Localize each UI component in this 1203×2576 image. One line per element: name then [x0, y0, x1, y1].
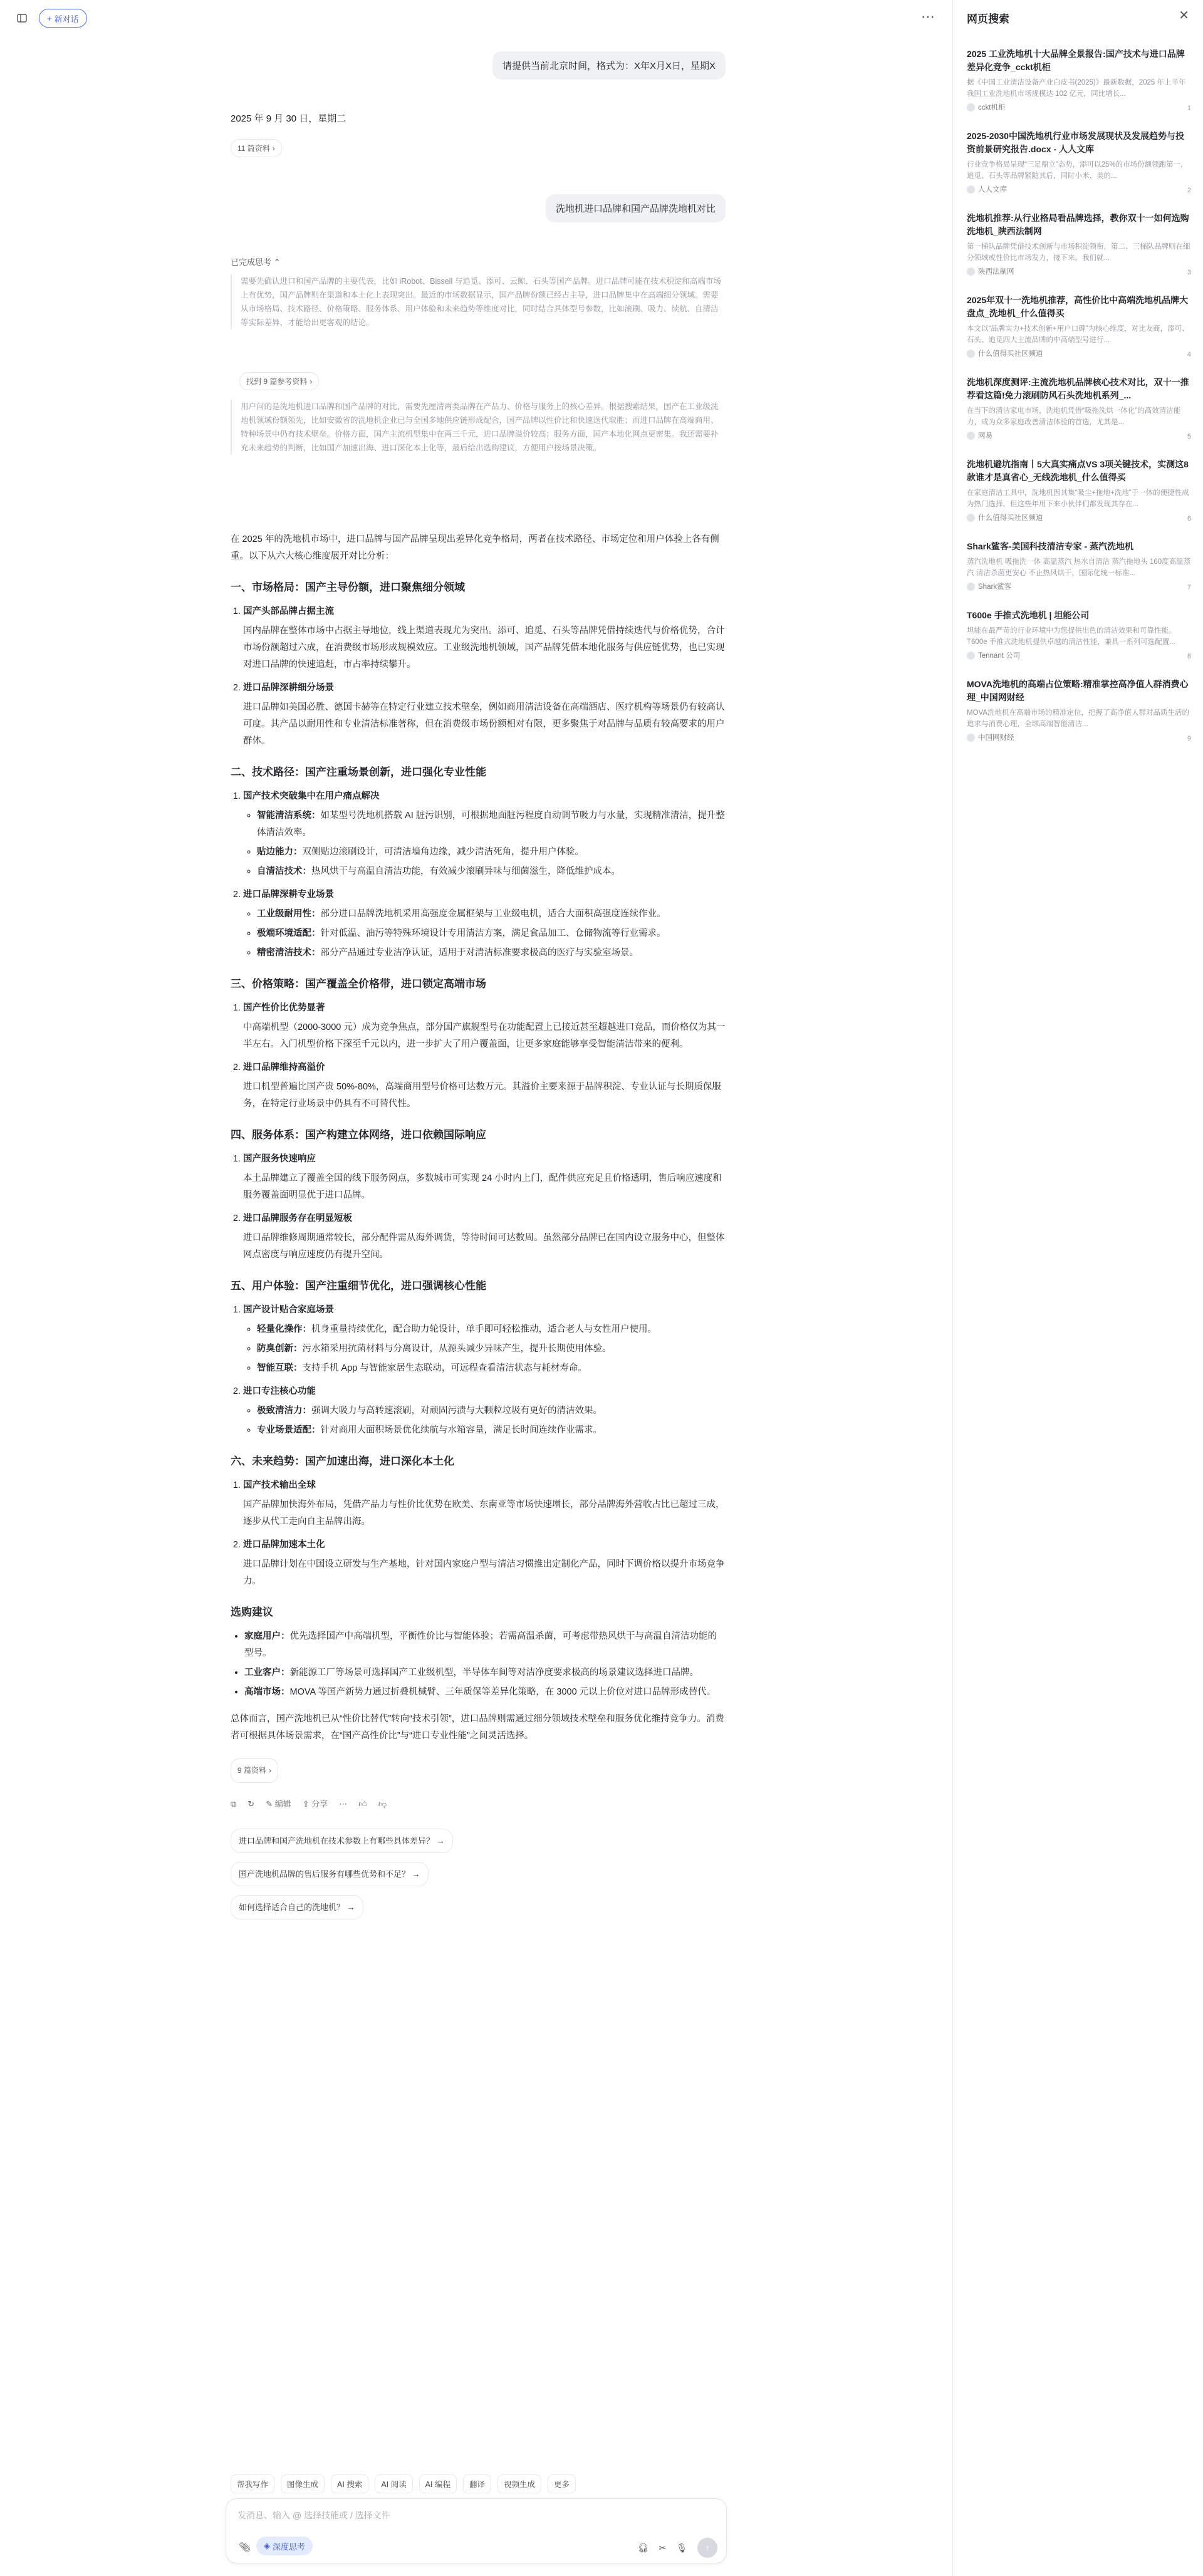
search-result-card[interactable] [967, 48, 1191, 112]
section-item-lead: 2. 进口品牌深耕专业场景 [243, 890, 334, 900]
thought-toggle[interactable] [231, 256, 281, 267]
section-title: 四、服务体系：国产构建立体网络，进口依赖国际响应 [231, 1129, 486, 1141]
answer-intro: 在 2025 年的洗地机市场中，进口品牌与国产品牌呈现出差异化竞争格局，两者在技术路径、市场定位和用户体验上各有侧重。以下从六大核心维度展开对比分析： [231, 534, 719, 561]
composer-tool-button[interactable]: AI 搜索 [331, 2475, 368, 2493]
bullet-item [257, 945, 726, 962]
thought-paragraph: 需要先确认进口和国产品牌的主要代表，比如 iRobot、Bissell 与追觅、添可、云鲸、石头等国产品牌。进口品牌可能在技术积淀和高端市场上有优势，国产品牌则在渠道和本土化上表现突出。最近的市场数据显示，国产品牌份额已经占主导，进口品牌集中在高端细分领域。需要从市场格局、技术路径、价格策略、服务体系、用户体验和未来趋势等维度对比，同时结合具体型号参数，比如滚刷、吸力、续航、自清洁等实际差异，才能给出更客观的结论。 [231, 274, 726, 330]
edit-button[interactable]: ✎ 编辑 [266, 1799, 291, 1809]
section-item [243, 1210, 726, 1264]
sources-chip-label: 9 篇资料 [237, 1766, 267, 1775]
search-result-title[interactable]: MOVA洗地机的高端占位策略:精准掌控高净值人群消费心理_中国网财经 [967, 679, 1189, 702]
bullet-value: 机身重量持续优化，配合助力轮设计，单手即可轻松推动，适合老人与女性用户使用。 [311, 1324, 657, 1334]
composer-tool-button[interactable]: 翻译 [463, 2475, 491, 2493]
chevron-right-icon: › [272, 143, 275, 153]
source-name: Tennant 公司 [978, 652, 1021, 660]
source-favicon-icon [967, 267, 975, 276]
search-result-source [967, 650, 1191, 660]
search-result-snippet: 蒸汽洗地机 吸拖洗一体 高温蒸汽 热水自清洁 蒸汽拖地头 160度高温蒸汽 清洁杀菌更安心 不止热风烘干，国际化统一标准... [967, 558, 1191, 577]
section-item-text: 国内品牌在整体市场中占据主导地位，线上渠道表现尤为突出。添可、追觅、石头等品牌凭借持续迭代与价格优势，合计市场份额超过六成，在消费级市场形成规模效应。工业级洗地机领域，国产品牌凭借本地化服务与供应链优势，也已实现对进口品牌的快速追赶，市占率持续攀升。 [243, 626, 725, 670]
composer-tool-button[interactable]: 图像生成 [281, 2475, 325, 2493]
bullet-item [257, 925, 726, 942]
search-result-card[interactable] [967, 609, 1191, 660]
deep-think-icon: ◈ [264, 2541, 270, 2550]
search-result-title[interactable]: 2025 工业洗地机十大品牌全景报告:国产技术与进口品牌差异化竞争_cckt机柜 [967, 49, 1185, 72]
plus-icon: + [47, 13, 52, 23]
search-result-title[interactable]: Shark鲨客-美国科技清洁专家 - 蒸汽洗地机 [967, 541, 1134, 551]
bullet-value: 热风烘干与高温自清洁功能，有效减少滚刷异味与细菌滋生，降低维护成本。 [311, 866, 620, 876]
source-favicon-icon [967, 350, 975, 358]
composer-tool-button[interactable]: AI 阅读 [375, 2475, 412, 2493]
section-title: 三、价格策略：国产覆盖全价格带，进口锁定高端市场 [231, 978, 486, 990]
bullet-item [257, 863, 726, 880]
scissors-icon[interactable]: ✂ [659, 2542, 667, 2553]
bullet-key: 智能清洁系统： [257, 811, 321, 821]
suggested-question[interactable] [231, 1862, 429, 1886]
sources-chip[interactable] [231, 139, 282, 157]
source-name: Shark鲨客 [978, 583, 1012, 591]
thought-label: 已完成思考 [231, 257, 272, 267]
bullet-value: 支持手机 App 与智能家居生态联动，可远程查看清洁状态与耗材寿命。 [302, 1363, 587, 1373]
search-result-title[interactable]: T600e 手推式洗地机 | 坦能公司 [967, 610, 1090, 620]
composer-tools [231, 2475, 576, 2493]
source-name: 什么值得买社区频道 [978, 350, 1043, 358]
thought-paragraph: 用户问的是洗地机进口品牌和国产品牌的对比，需要先厘清两类品牌在产品力、价格与服务上的核心差异。根据搜索结果，国产在工业级洗地机领域份额领先，比如安徽省的洗地机企业已与全国多地供应链形成配合，国产品牌以性价比和快速迭代取胜；而进口品牌在高端商用、特种场景中仍有技术壁垒。价格方面，国产主流机型集中在两三千元，进口品牌溢价较高；服务方面，国产本地化网点更密集。我还需要补充未来趋势的判断，比如国产加速出海、进口深化本土化等，最后给出选购建议，方便用户按场景决策。 [231, 400, 726, 455]
section-bullets [257, 1321, 726, 1377]
send-button[interactable]: ↑ [697, 2538, 717, 2558]
bullet-key: 极致清洁力： [257, 1406, 311, 1416]
bullet-key: 防臭创新： [257, 1344, 303, 1354]
search-result-title[interactable]: 2025-2030中国洗地机行业市场发展现状及发展趋势与投资前景研究报告.docx - 人人文库 [967, 131, 1184, 154]
advice-value: 优先选择国产中高端机型，平衡性价比与智能体验；若需高温杀菌，可考虑带热风烘干与高温自清洁功能的型号。 [244, 1631, 717, 1658]
microphone-icon[interactable]: 🎙︎ [676, 2542, 687, 2553]
search-results-list [967, 48, 1191, 760]
result-index: 4 [1187, 351, 1191, 358]
bullet-item [257, 1341, 726, 1358]
source-favicon-icon [967, 185, 975, 194]
bullet-item [257, 808, 726, 841]
section-item-lead: 1. 国产设计贴合家庭场景 [243, 1305, 334, 1315]
composer-tool-button[interactable]: 更多 [548, 2475, 576, 2493]
section-item-lead: 2. 进口专注核心功能 [243, 1386, 316, 1396]
advice-item [244, 1665, 726, 1681]
arrow-right-icon: → [410, 1869, 420, 1879]
user-message: 洗地机进口品牌和国产品牌洗地机对比 [546, 194, 726, 222]
answer-sections [231, 579, 726, 1590]
composer [226, 2498, 727, 2563]
bullet-value: 强调大吸力与高转速滚刷，对顽固污渍与大颗粒垃圾有更好的清洁效果。 [311, 1406, 602, 1416]
search-result-snippet: 据《中国工业清洁设备产业白皮书(2025)》最新数据，2025 年上半年我国工业洗地机市场规模达 102 亿元，同比增长... [967, 79, 1186, 98]
chevron-right-icon: › [269, 1766, 272, 1775]
source-name: 网易 [978, 432, 992, 440]
close-icon[interactable]: ✕ [1179, 9, 1189, 23]
section-item-lead: 1. 国产服务快速响应 [243, 1154, 316, 1164]
suggested-question[interactable] [231, 1895, 363, 1919]
more-icon[interactable]: ⋯ [921, 9, 935, 24]
result-index: 6 [1187, 515, 1191, 522]
share-button[interactable]: ⇪ 分享 [302, 1799, 328, 1809]
search-result-card[interactable] [967, 540, 1191, 591]
section-item [243, 886, 726, 962]
composer-right-controls [638, 2538, 717, 2558]
result-index: 7 [1187, 584, 1191, 591]
advice-value: MOVA 等国产新势力通过折叠机械臂、三年质保等差异化策略，在 3000 元以上价位对进口品牌形成替代。 [289, 1687, 716, 1697]
section-bullets [257, 906, 726, 962]
arrow-right-icon: → [434, 1836, 445, 1846]
section-title: 二、技术路径：国产注重场景创新，进口强化专业性能 [231, 766, 486, 778]
answer-conclusion: 总体而言，国产洗地机已从“性价比替代”转向“技术引领”，进口品牌则需通过细分领域技术壁垒和服务优化维持竞争力。消费者可根据具体场景需求，在“国产高性价比”与“进口专业性能”之间灵活选择。 [231, 1714, 724, 1741]
search-result-snippet: 在当下的清洁家电市场，洗地机凭借“吸拖洗烘一体化”的高效清洁能力，成为众多家庭改善清洁体验的首选，尤其是... [967, 407, 1181, 426]
edit-label: 编辑 [274, 1799, 291, 1809]
section-title: 五、用户体验：国产注重细节优化，进口强调核心性能 [231, 1280, 486, 1292]
source-name: 中国网财经 [978, 734, 1014, 742]
attach-icon[interactable]: 📎︎ [239, 2542, 251, 2553]
source-favicon-icon [967, 432, 975, 440]
suggested-question-text: 进口品牌和国产洗地机在技术参数上有哪些具体差异？ [239, 1836, 435, 1846]
result-index: 1 [1187, 105, 1191, 112]
result-index: 2 [1187, 187, 1191, 194]
section-item [243, 1151, 726, 1204]
section-list [243, 1151, 726, 1264]
sources-chip-label: 11 篇资料 [237, 144, 270, 153]
search-result-title[interactable]: 洗地机深度测评:主流洗地机品牌核心技术对比，双十一推荐看这篇!免力滚刷防风石头洗地机系列_... [967, 377, 1189, 400]
bullet-value: 污水箱采用抗菌材料与分离设计，从源头减少异味产生，提升长期使用体验。 [302, 1344, 612, 1354]
search-result-card[interactable] [967, 376, 1191, 440]
source-name: 什么值得买社区频道 [978, 514, 1043, 522]
section-item [243, 603, 726, 673]
search-result-card[interactable] [967, 212, 1191, 276]
panel-title: 网页搜索 [967, 13, 1009, 25]
bullet-value: 部分产品通过专业洁净认证，适用于对清洁标准要求极高的医疗与实验室场景。 [320, 948, 638, 958]
section-list [243, 1477, 726, 1590]
bullet-key: 专业场景适配： [257, 1425, 321, 1435]
search-result-snippet: 坦能在最严苛的行业环境中为您提供出色的清洁效果和可靠性能。T600e 手推式洗地机提供卓越的清洁性能，兼具一系列可选配置... [967, 627, 1176, 646]
bullet-item [257, 1403, 726, 1420]
top-left-controls [14, 9, 87, 28]
more-icon[interactable]: ⋯ [339, 1799, 348, 1809]
sidebar-toggle-icon[interactable] [14, 10, 30, 26]
section-item-lead: 1. 国产技术输出全球 [243, 1480, 316, 1490]
section-item-lead: 2. 进口品牌服务存在明显短板 [243, 1213, 352, 1223]
result-index: 8 [1187, 653, 1191, 660]
source-favicon-icon [967, 514, 975, 522]
bullet-value: 针对商用大面积场景优化续航与水箱容量，满足长时间连续作业需求。 [320, 1425, 602, 1435]
search-result-source [967, 732, 1191, 742]
bullet-value: 针对低温、油污等特殊环境设计专用清洁方案，满足食品加工、仓储物流等行业需求。 [320, 928, 666, 938]
section-list [243, 1302, 726, 1439]
result-index: 9 [1187, 735, 1191, 742]
source-favicon-icon [967, 652, 975, 660]
bullet-key: 极端环境适配： [257, 928, 321, 938]
section-item-lead: 2. 进口品牌深耕细分场景 [243, 683, 334, 693]
advice-item [244, 1628, 726, 1662]
search-result-card[interactable] [967, 678, 1191, 742]
composer-tool-button[interactable]: AI 编程 [419, 2475, 457, 2493]
search-result-title[interactable]: 洗地机推荐:从行业格局看品牌选择，教你双十一如何选购洗地机_陕西法制网 [967, 213, 1189, 236]
share-label: 分享 [311, 1799, 328, 1809]
section-item-text: 进口品牌维修周期通常较长，部分配件需从海外调货，等待时间可达数周。虽然部分品牌已在国内设立服务中心，但整体网点密度与响应速度仍有提升空间。 [243, 1233, 725, 1260]
search-result-source [967, 102, 1191, 112]
section-item-text: 进口品牌如美国必胜、德国卡赫等在特定行业建立技术壁垒，例如商用清洁设备在高端酒店、医疗机构等场景仍有较高认可度。其产品以耐用性和专业清洁标准著称，但在消费级市场份额相对有限，更多聚焦于对品牌与品质有较高要求的用户群体。 [243, 702, 725, 746]
search-result-source [967, 512, 1191, 522]
search-result-card[interactable] [967, 294, 1191, 358]
section-item-text: 进口机型普遍比国产贵 50%-80%，高端商用型号价格可达数万元。其溢价主要来源于品牌积淀、专业认证与长期质保服务，在特定行业场景中仍具有不可替代性。 [243, 1082, 721, 1109]
advice-key: 工业客户： [244, 1668, 290, 1678]
section-list [243, 603, 726, 750]
bullet-item [257, 1422, 726, 1439]
thought-sources-label: 找到 9 篇参考资料 [246, 377, 308, 386]
suggested-question-text: 国产洗地机品牌的售后服务有哪些优势和不足？ [239, 1869, 410, 1879]
thumbs-up-icon[interactable]: 👍︎ [358, 1799, 367, 1809]
bullet-item [257, 906, 726, 923]
thumbs-down-icon[interactable]: 👎︎ [378, 1799, 387, 1809]
section-list [243, 788, 726, 962]
source-favicon-icon [967, 103, 975, 112]
advice-list [244, 1628, 726, 1701]
deep-think-label: 深度思考 [273, 2542, 306, 2552]
thought-sources-chip[interactable] [239, 372, 319, 390]
advice-key: 家庭用户： [244, 1631, 290, 1641]
section-item-lead: 1. 国产性价比优势显著 [243, 1003, 325, 1013]
section-item-lead: 2. 进口品牌维持高溢价 [243, 1062, 325, 1072]
section-item [243, 680, 726, 750]
bullet-key: 轻量化操作： [257, 1324, 311, 1334]
bullet-value: 部分进口品牌洗地机采用高强度金属框架与工业级电机，适合大面积高强度连续作业。 [320, 909, 666, 919]
bullet-key: 贴边能力： [257, 847, 303, 857]
bullet-key: 工业级耐用性： [257, 909, 321, 919]
advice-value: 新能源工厂等场景可选择国产工业级机型，半导体车间等对洁净度要求极高的场景建议选择进口品牌。 [289, 1668, 699, 1678]
bullet-key: 精密清洁技术： [257, 948, 321, 958]
section-item [243, 1477, 726, 1530]
bullet-key: 智能互联： [257, 1363, 303, 1373]
message-input[interactable]: 发消息、输入 @ 选择技能或 / 选择文件 [237, 2510, 390, 2520]
bullet-key: 自清洁技术： [257, 866, 311, 876]
section-item-text: 进口品牌计划在中国设立研发与生产基地，针对国内家庭户型与清洁习惯推出定制化产品，同时下调价格以提升市场竞争力。 [243, 1559, 725, 1586]
advice-key: 高端市场： [244, 1687, 290, 1697]
section-item-lead: 1. 国产技术突破集中在用户痛点解决 [243, 791, 380, 801]
search-result-source [967, 184, 1191, 194]
chevron-up-icon: ⌃ [273, 257, 281, 267]
search-result-card[interactable] [967, 130, 1191, 194]
search-result-snippet: 行业竞争格局呈现“三足鼎立”态势，添可以25%的市场份额领跑第一，追觅、石头等品牌紧随其后，同时小米、美的... [967, 161, 1188, 180]
advice-title: 选购建议 [231, 1606, 273, 1618]
result-index: 5 [1187, 433, 1191, 440]
composer-tool-button[interactable]: 帮我写作 [231, 2475, 274, 2493]
section-item [243, 1000, 726, 1053]
user-message: 请提供当前北京时间，格式为：X年X月X日，星期X [492, 51, 726, 80]
search-result-source [967, 581, 1191, 591]
suggested-question[interactable] [231, 1829, 453, 1853]
copy-icon[interactable]: ⧉ [231, 1799, 237, 1809]
section-item-text: 国产品牌加快海外布局，凭借产品力与性价比优势在欧美、东南亚等市场快速增长，部分品牌海外营收占比已超过三成，逐步从代工走向自主品牌出海。 [243, 1500, 725, 1527]
search-result-snippet: 在家庭清洁工具中，洗地机因其集“吸尘+拖地+洗地”于一体的便捷性成为热门选择，但这些年用下来小伙伴们都发现其存在... [967, 489, 1189, 508]
assistant-answer [231, 531, 726, 1928]
section-item [243, 1302, 726, 1377]
composer-tool-button[interactable]: 视频生成 [497, 2475, 541, 2493]
section-item-lead: 1. 国产头部品牌占据主流 [243, 606, 334, 616]
search-result-source [967, 430, 1191, 440]
section-item-text: 中高端机型（2000-3000 元）成为竞争焦点，部分国产旗舰型号在功能配置上已接近甚至超越进口竞品，而价格仅为其一半左右。入门机型价格下探至千元以内，进一步扩大了用户覆盖面，让更多家庭能够享受智能清洁带来的便利。 [243, 1022, 726, 1049]
suggestion-list [231, 1829, 726, 1919]
bullet-item [257, 1321, 726, 1338]
source-name: 人人文库 [978, 186, 1007, 194]
assistant-answer-date: 2025 年 9 月 30 日，星期二 [231, 113, 346, 124]
search-result-snippet: 第一梯队品牌凭借技术创新与市场积淀领衔，第二、三梯队品牌则在细分领域或性价比市场发力，接下来，我们就... [967, 243, 1190, 262]
search-result-snippet: 本文以“品牌实力+技术创新+用户口碑”为核心维度，对比友商，添可、石头、追觅四大主流品牌的中高端型号进行... [967, 325, 1189, 344]
bullet-item [257, 844, 726, 861]
new-chat-button[interactable] [39, 9, 87, 28]
search-result-card[interactable] [967, 458, 1191, 522]
new-chat-label: 新对话 [54, 14, 79, 24]
source-name: cckt机柜 [978, 104, 1006, 112]
bullet-value: 双侧贴边滚刷设计，可清洁墙角边缘，减少清洁死角，提升用户体验。 [302, 847, 584, 857]
section-item-lead: 2. 进口品牌加速本土化 [243, 1540, 325, 1550]
deep-think-button[interactable] [256, 2537, 313, 2555]
bullet-item [257, 1360, 726, 1377]
answer-actions [231, 1795, 726, 1812]
search-result-source [967, 266, 1191, 276]
section-item [243, 1383, 726, 1439]
arrow-right-icon: → [345, 1903, 355, 1912]
advice-item [244, 1684, 726, 1701]
search-result-title[interactable]: 2025年双十一洗地机推荐，高性价比中高端洗地机品牌大盘点_洗地机_什么值得买 [967, 295, 1189, 318]
suggested-question-text: 如何选择适合自己的洗地机？ [239, 1903, 345, 1912]
web-search-panel [952, 0, 1203, 2576]
section-item-text: 本土品牌建立了覆盖全国的线下服务网点，多数城市可实现 24 小时内上门，配件供应充足且价格透明，售后响应速度和服务覆盖面明显优于进口品牌。 [243, 1173, 722, 1200]
chevron-right-icon: › [310, 377, 313, 386]
headphones-icon[interactable]: 🎧︎ [637, 2542, 649, 2553]
regenerate-icon[interactable]: ↻ [247, 1799, 255, 1809]
section-item [243, 1537, 726, 1590]
search-result-source [967, 348, 1191, 358]
source-favicon-icon [967, 734, 975, 742]
section-title: 一、市场格局：国产主导份额，进口聚焦细分领域 [231, 581, 465, 593]
section-title: 六、未来趋势：国产加速出海，进口深化本土化 [231, 1455, 454, 1467]
source-name: 陕西法制网 [978, 268, 1014, 276]
section-bullets [257, 1403, 726, 1439]
source-favicon-icon [967, 583, 975, 591]
result-index: 3 [1187, 269, 1191, 276]
bullet-value: 如某型号洗地机搭载 AI 脏污识别，可根据地面脏污程度自动调节吸力与水量，实现精准清洁，提升整体清洁效率。 [257, 811, 725, 838]
section-bullets [257, 808, 726, 880]
search-result-snippet: MOVA洗地机在高端市场的精准定位，把握了高净值人群对品质生活的追求与消费心理，全球高端智能清洁... [967, 709, 1190, 728]
section-item [243, 1059, 726, 1113]
section-list [243, 1000, 726, 1113]
sources-chip[interactable] [231, 1758, 278, 1783]
section-item [243, 788, 726, 880]
search-result-title[interactable]: 洗地机避坑指南丨5大真实痛点VS 3项关键技术，实测这8款谁才是真省心_无线洗地机_什么值得买 [967, 459, 1189, 482]
